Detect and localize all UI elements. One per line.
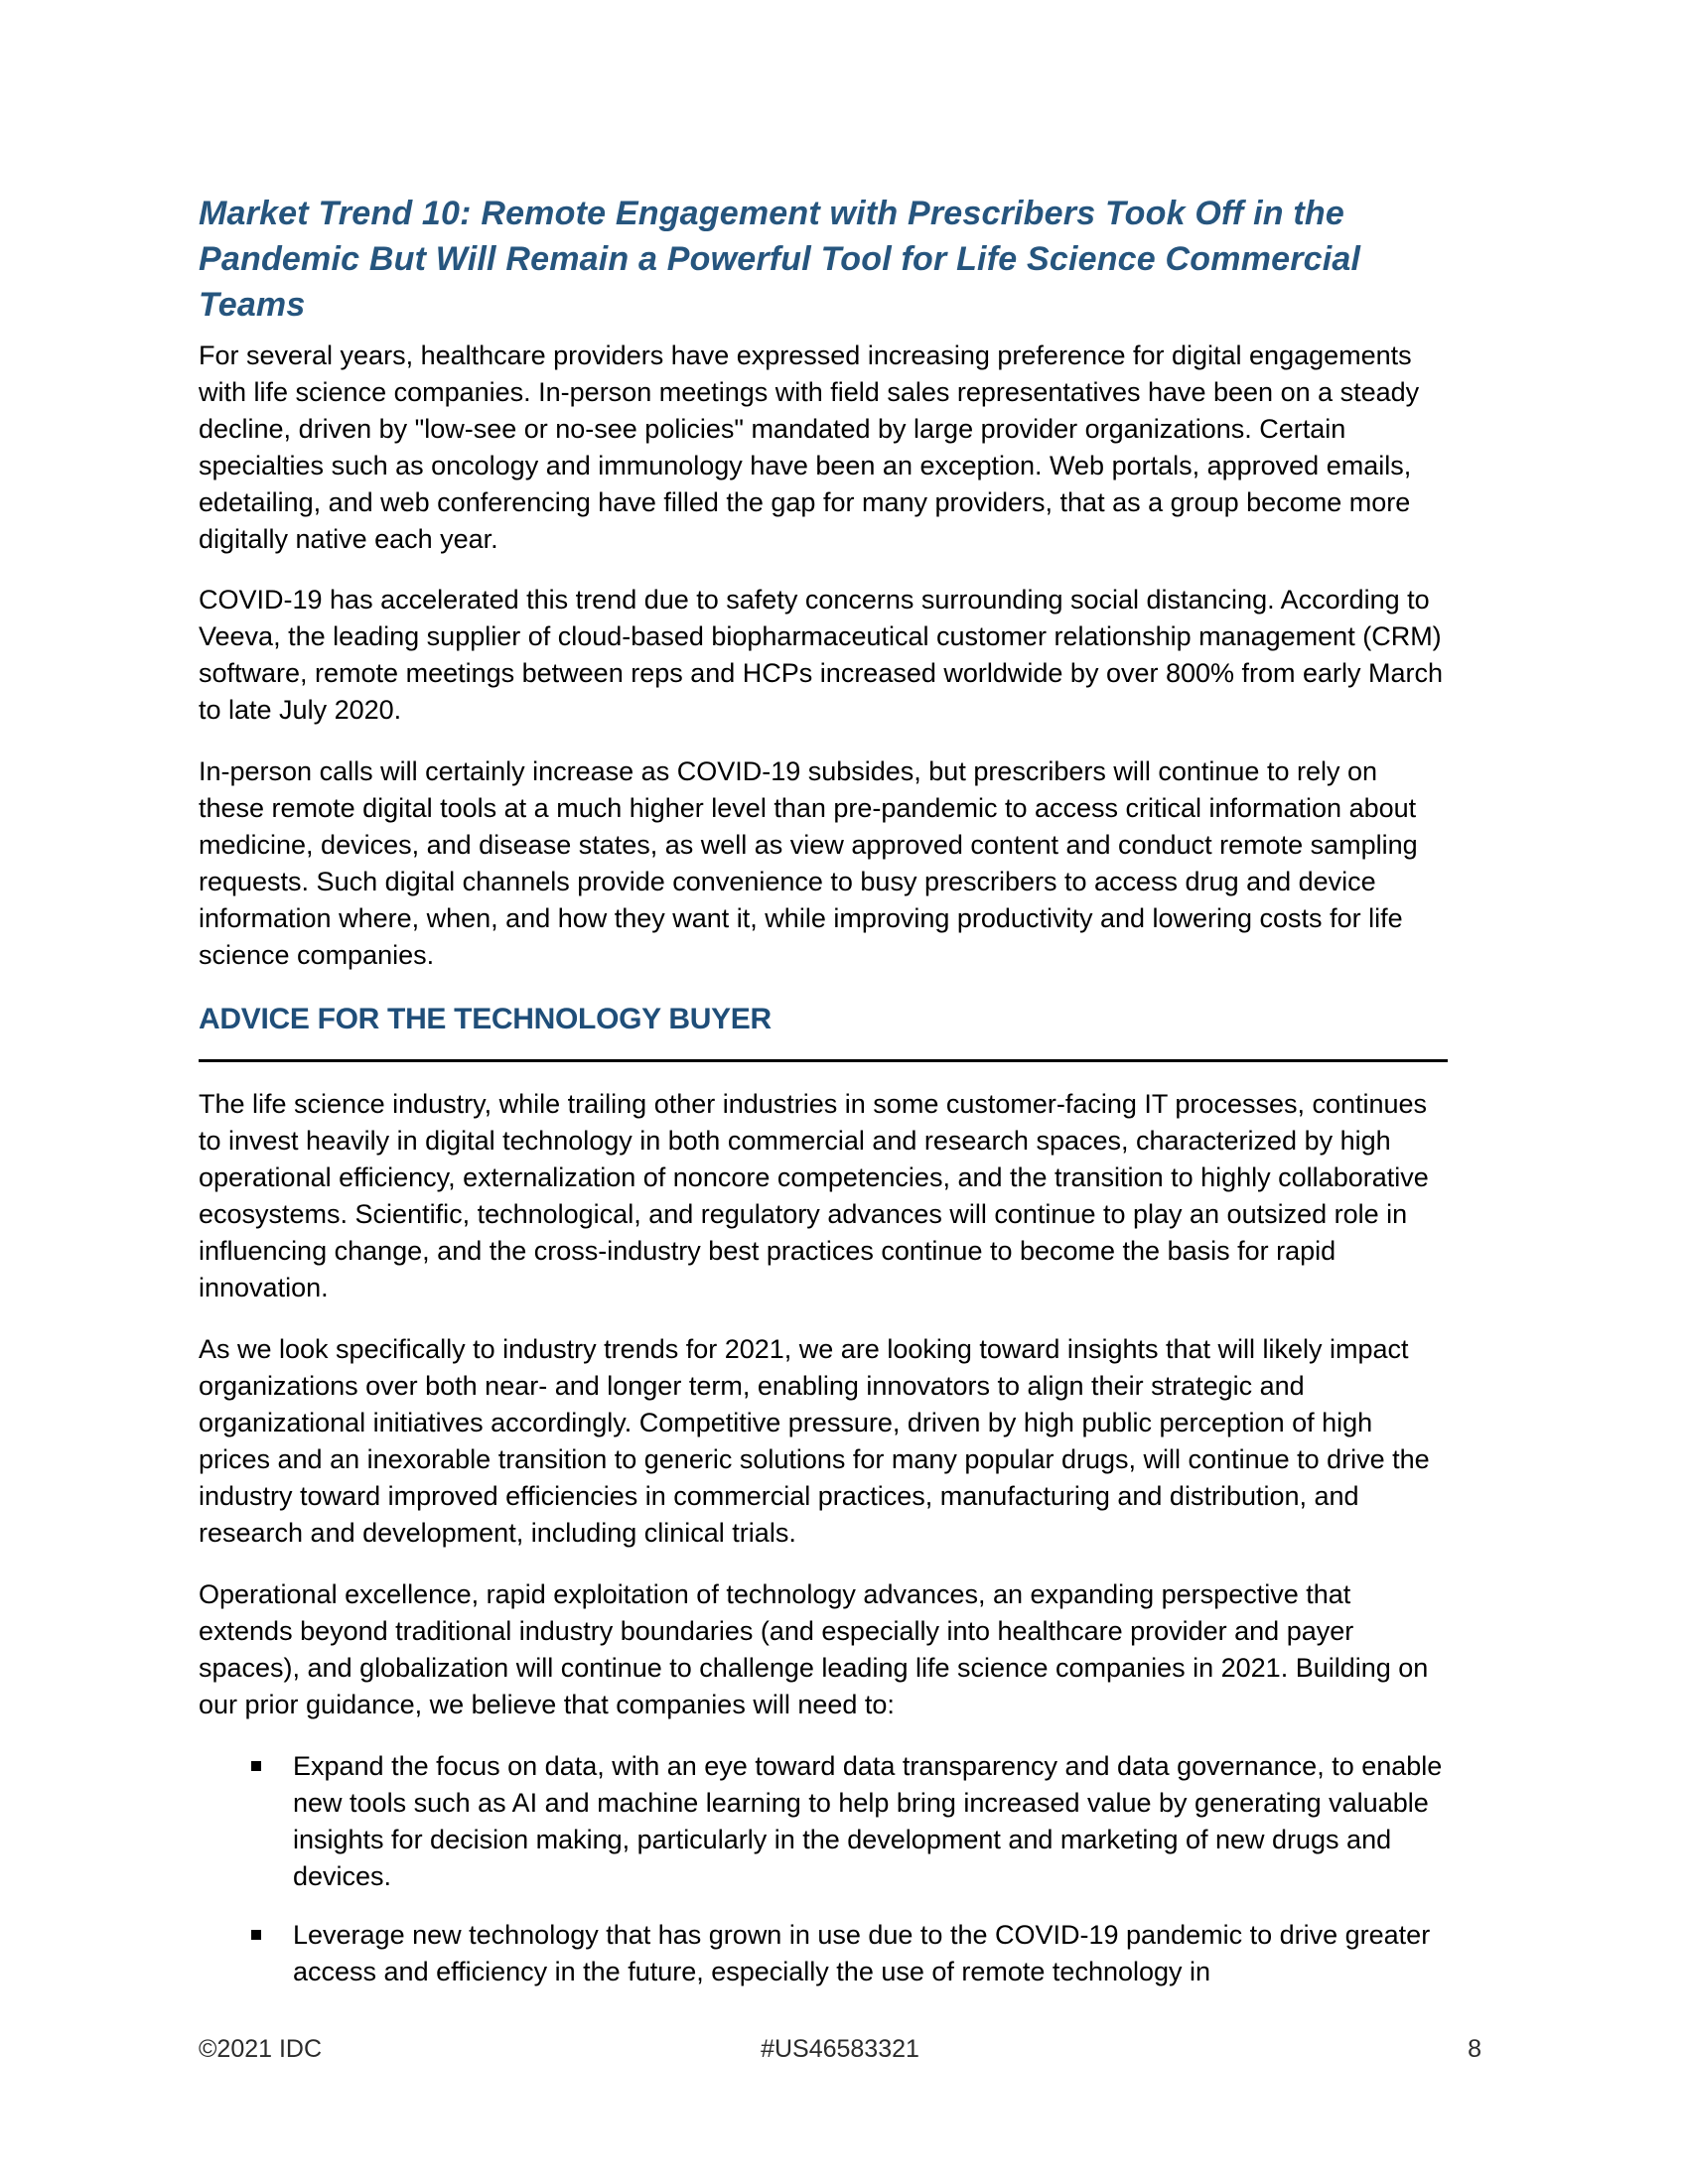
trend-heading: Market Trend 10: Remote Engagement with Prescribers Took Off in the Pandemic But Will Remain a Powerful Tool for Life Science Commercial Teams: [199, 195, 1361, 324]
page-content: [199, 0, 1450, 2012]
bullet-item: [199, 1748, 1450, 1895]
bullet-text: Expand the focus on data, with an eye toward data transparency and data governance, to enable new tools such as AI and machine learning to help bring increased value by generating valuable insights for decision making, particularly in the development and marketing of new drugs and devices.: [293, 1751, 1443, 1891]
advice-paragraph-3: Operational excellence, rapid exploitation of technology advances, an expanding perspective that extends beyond traditional industry boundaries (and especially into healthcare provider and payer spaces), and globalization will continue to challenge leading life science companies in 2021. Building on our prior guidance, we believe that companies will need to:: [199, 1579, 1429, 1719]
intro-paragraph-1: For several years, healthcare providers have expressed increasing preference for digital engagements with life science companies. In-person meetings with field sales representatives have been on a steady decline, driven by "low-see or no-see policies" mandated by large provider organizations. Certain specialties such as oncology and immunology have been an exception. Web portals, approved emails, edetailing, and web conferencing have filled the gap for many providers, that as a group become more digitally native each year.: [199, 341, 1420, 554]
advice-paragraph-2: As we look specifically to industry trends for 2021, we are looking toward insights that will likely impact organizations over both near- and longer term, enabling innovators to align their strategic and organizational initiatives accordingly. Competitive pressure, driven by high public perception of high prices and an inexorable transition to generic solutions for many popular drugs, will continue to drive the industry toward improved efficiencies in commercial practices, manufacturing and distribution, and research and development, including clinical trials.: [199, 1334, 1430, 1548]
bullet-text: Leverage new technology that has grown in use due to the COVID-19 pandemic to drive greater access and efficiency in the future, especially the use of remote technology in: [293, 1920, 1431, 1986]
bullet-item: [199, 1917, 1450, 1990]
intro-paragraph-3: In-person calls will certainly increase as COVID-19 subsides, but prescribers will continue to rely on these remote digital tools at a much higher level than pre-pandemic to access critical information about medicine, devices, and disease states, as well as view approved content and conduct remote sampling requests. Such digital channels provide convenience to busy prescribers to access drug and device information where, when, and how they want it, while improving productivity and lowering costs for life science companies.: [199, 756, 1418, 970]
page-footer: [199, 2035, 1481, 2064]
section-heading: ADVICE FOR THE TECHNOLOGY BUYER: [199, 1003, 772, 1035]
bullet-square-icon: [251, 1761, 261, 1771]
footer-doc-id: #US46583321: [761, 2035, 919, 2063]
advice-paragraph-1: The life science industry, while trailing other industries in some customer-facing IT processes, continues to invest heavily in digital technology in both commercial and research spaces, characterized by high operational efficiency, externalization of noncore competencies, and the transition to highly collaborative ecosystems. Scientific, technological, and regulatory advances will continue to play an outsized role in influencing change, and the cross-industry best practices continue to become the basis for rapid innovation.: [199, 1089, 1429, 1302]
advice-bullet-list: [199, 1748, 1450, 1990]
intro-paragraph-2: COVID-19 has accelerated this trend due to safety concerns surrounding social distancing. According to Veeva, the leading supplier of cloud-based biopharmaceutical customer relationship management (CRM) software, remote meetings between reps and HCPs increased worldwide by over 800% from early March to late July 2020.: [199, 585, 1444, 725]
footer-copyright: ©2021 IDC: [199, 2035, 323, 2063]
footer-page-number: 8: [1468, 2035, 1481, 2063]
section-divider: [199, 1059, 1448, 1062]
bullet-square-icon: [251, 1930, 261, 1940]
